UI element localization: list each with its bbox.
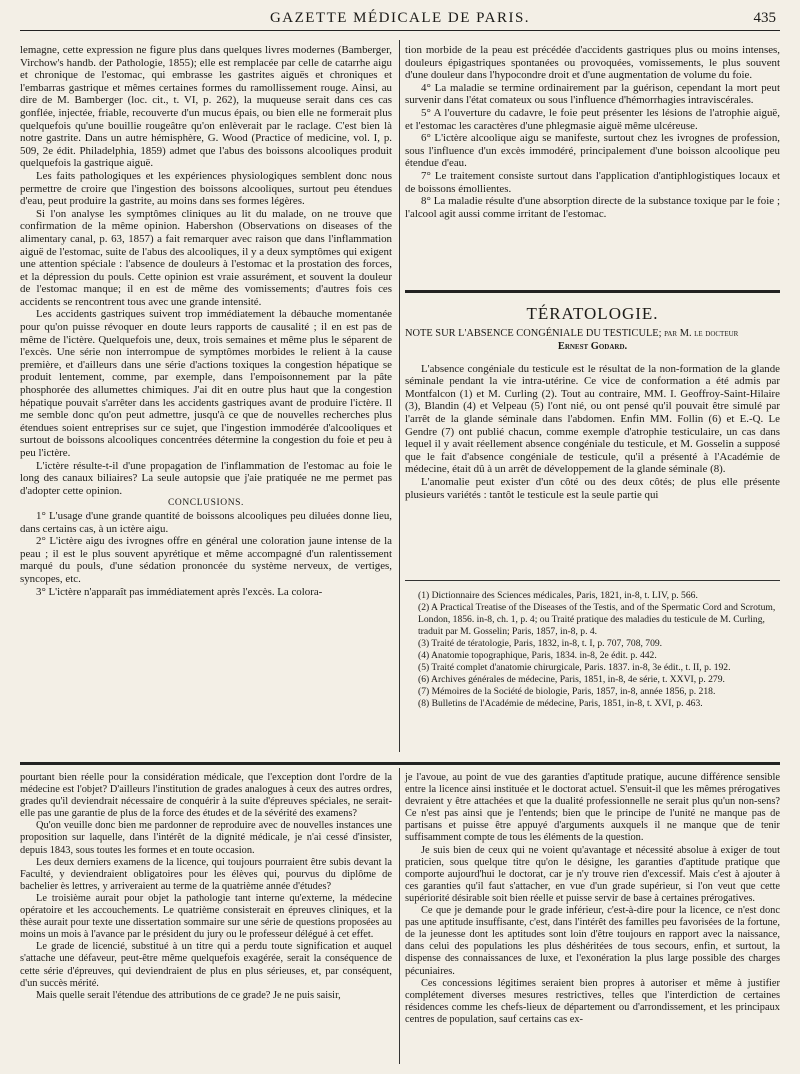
paragraph: Mais quelle serait l'étendue des attributions de ce grade? Je ne puis saisir, [36,989,341,1001]
conclusion-item: 5° A l'ouverture du cadavre, le foie peut présenter les lésions de l'atrophie aiguë, et l'estomac les caractères d'une phlegmasie aiguë même ulcéreuse. [405,106,780,132]
paragraph: Si l'on analyse les symptômes cliniques au lit du malade, on ne trouve que confirmation de la même opinion. Habershon (Observations on diseases of the alimentary canal, p. 63, 1857) a fait remarquer avec raison que dans l'inflammation aiguë de l'estomac, suite de l'abus des alcooliques, il y a deux symptômes qui exigent une attention spéciale : l'absence de douleurs à l'estomac et la prostation des forces, et la dépression du pouls. Cette opinion est vraie assurément, et souvent la douleur de l'estomac manque; il en est de même des vomissements; d'autres fois ces accidents se rencontrent tous avec une grande intensité. [20,207,392,308]
conclusion-item: 8° La maladie résulte d'une absorption directe de la substance toxique par le foie ; l'alcool agit aussi comme irritant de l'estomac. [405,195,780,220]
conclusion-item: 6° L'ictère alcoolique aigu se manifeste, surtout chez les ivrognes de profession, sous l'influence d'un excès immodéré, principalement d'une boisson alcoolique peu étendue d'eau. [405,132,780,170]
paragraph: L'absence congéniale du testicule est le résultat de la non-formation de la glande séminale pendant la vie intra-utérine. Ce vice de conformation a été admis par Montfalcon (1) et M. Curling (2). Tout au contraire, MM. I. Geoffroy-Saint-Hilaire (3), Blandin (4) et Velpeau (5) l'ont nié, ou ont pensé qu'il pouvait être simulé par l'arrêt de la glande séminale dans l'abdomen. Enfin MM. Follin (6) et E.-Q. Le Gendre (7) ont publié chacun, comme exemple d'atrophie testiculaire, un cas dans lequel il y avait réellement absence congéniale du testicule, et M. Gosselin a supposé que le fait d'absence congéniale de testicule, qu'il a présenté à l'Académie de médecine, était dû à un arrêt de développement de la glande séminale (8). [405,362,780,476]
footnote: (6) Archives générales de médecine, Paris, 1851, in-8, 4e série, t. XXVI, p. 279. [418,674,725,685]
page-header [20,6,780,31]
paragraph: pourtant bien réelle pour la considération médicale, que l'exception dont l'ordre de la médecine est l'objet? D'ailleurs l'institution de grades analogues à ceux des autres ordres, grades qu'il deviendrait nécessaire de conquérir à la suite d'épreuves spéciales, ne serait-elle pas une garantie de plus de la force des études et de la sévérité des examens? [20,772,392,820]
lower-left-column [20,772,392,1002]
paragraph: je l'avoue, au point de vue des garanties d'aptitude pratique, aucune différence sensible entre la licence ainsi instituée et le doctorat actuel. S'ensuit-il que les mêmes prérogatives devraient y être attachées et que la dualité professionnelle ne serait plus qu'un non-sens? Ce n'est pas ainsi que je l'entends; bien que le principe de l'unité ne manque pas de partisans et puisse être appuyé d'arguments auxquels il ne manque que de tenir suffisamment compte de tous les éléments de la question. [405,772,780,844]
paragraph: Ce que je demande pour le grade inférieur, c'est-à-dire pour la licence, ce n'est donc pas une aptitude insuffisante, c'est, dans l'intérêt des familles peu favorisées de la fortune, de la jeunesse dont les aptitudes sont loin d'être toujours en rapport avec la naissance, dans celui des populations les plus déshéritées de tous secours, enfin, et surtout, la dispense des connaissances de luxe, et l'exonération la plus large possible des charges pécuniaires. [405,905,780,977]
conclusion-item: 1° L'usage d'une grande quantité de boissons alcooliques peu diluées donne lieu, dans certains cas, à un ictère aigu. [20,509,392,535]
section-separator [405,290,780,293]
conclusion-item: 3° L'ictère n'apparaît pas immédiatement après l'excès. La colora- [36,585,323,598]
footnote: (7) Mémoires de la Société de biologie, Paris, 1857, in-8, année 1856, p. 218. [418,686,716,697]
page-separator [20,762,780,765]
paragraph: Les deux derniers examens de la licence, qui toujours pourraient être subis devant la Faculté, y deviendraient obligatoires pour les élèves qui, pourvus du diplôme de bachelier ès lettres, y arriveraient au terme de la quatrième année d'études? [20,856,392,892]
article-author: Ernest Godard. [557,340,628,352]
footnote: (3) Traité de tératologie, Paris, 1832, in-8, t. I, p. 707, 708, 709. [418,638,663,649]
conclusion-item: 7° Le traitement consiste surtout dans l'application d'antiphlogistiques locaux et de boissons émollientes. [405,169,780,195]
lower-right-column [405,772,780,1026]
article-title [405,327,780,353]
paragraph: lemagne, cette expression ne figure plus dans quelques livres modernes (Bamberger, Virchow's handb. der Pathologie, 1855); elle est remplacée par celle de catarrhe aigu et chronique de l'estomac, qui embrasse les gastrites aiguës et chroniques et l'embarras gastrique et mêmes certaines formes du ramollissement rouge. Ainsi, au dire de M. Bamberger (loc. cit., t. VI, p. 262), la muqueuse serait dans ces cas gonflée, injectée, friable, recouverte d'un mucus épais, ou bien elle ne formerait plus quelquefois qu'une bouillie rougeâtre qu'on enlèverait par le raclage. C'est bien là notre gastrite. Dans un autre hémisphère, G. Wood (Practice of medicine, vol. I, p. 509, 2e édit. Philadelphia, 1859) admet que l'abus des boissons alcooliques produit quelquefois la gastrique aiguë. [20,44,392,170]
paragraph: L'ictère résulte-t-il d'une propagation de l'inflammation de l'estomac au foie le long des canaux biliaires? La seule autopsie que j'aie pratiquée ne me permet pas d'adopter cette opinion. [20,459,392,497]
teratologie-section [405,298,780,501]
footnote: (4) Anatomie topographique, Paris, 1834. in-8, 2e édit. p. 442. [418,650,657,661]
paragraph: Le troisième aurait pour objet la pathologie tant interne qu'externe, la médecine opératoire et les accouchements. Le quatrième consisterait en épreuves cliniques, et la thèse aurait pour texte une dissertation sommaire sur une série de questions proposées au moins un mois à l'avance par le président du jury ou le professeur délégué à cet effet. [20,892,392,941]
paragraph: Les accidents gastriques suivent trop immédiatement la débauche momentanée pour qu'on puisse révoquer en doute leurs rapports de causalité ; il en est pas de même de l'ictère. Quelquefois une, deux, trois semaines et même plus le séparent de l'excès. Une série non interrompue de symptômes morbides le relient à la cause première, et d'ailleurs dans une série d'actions toxiques la congestion hépatique se produit lentement, comme, par exemple, dans l'empoisonnement par la pâte phosphorée des allumettes chimiques. J'ai dit en outre plus haut que la congestion hépatique pouvait s'arrêter dans les accidents gastriques avant de produire l'ictère. Il me semble donc qu'on peut admettre, jusqu'à ce que de nouvelles recherches plus étendues soient entreprises sur ce sujet, que l'ingestion immodérée d'alcooliques et surtout de boissons alcooliques concentrées détermine la congestion du foie et peu à peu l'ictère. [20,308,392,459]
column-divider [399,768,400,1064]
footnotes [418,590,778,710]
footnote: (8) Bulletins de l'Académie de médecine, Paris, 1851, in-8, t. XVI, p. 463. [418,698,703,709]
upper-right-column [405,44,780,220]
article-title-text: NOTE SUR L'ABSENCE CONGÉNIALE DU TESTICULE; par M. le docteur [405,327,739,339]
footnote: (2) A Practical Treatise of the Diseases of the Testis, and of the Spermatic Cord and Scrotum, London, 1856. in-8, ch. 1, p. 4; ou Traité pratique des maladies du testicule de M. Curling, traduit par M. Gosselin; Paris, 1857, in-8, p. 4. [418,602,776,637]
paragraph: Les faits pathologiques et les expériences physiologiques semblent donc nous permettre de croire que l'ingestion des boissons alcooliques, surtout peu étendues d'eau, peut produire la gastrite, au moins dans ses formes légères. [20,169,392,208]
column-divider [399,40,400,752]
footnote: (1) Dictionnaire des Sciences médicales, Paris, 1821, in-8, t. LIV, p. 566. [418,590,698,601]
paragraph: tion morbide de la peau est précédée d'accidents gastriques plus ou moins intenses, douleurs épigastriques spontanées ou provoquées, vomissements, le plus souvent d'une douleur dans l'hypocondre droit et d'une augmentation de volume du foie. [405,44,780,82]
journal-title: GAZETTE MÉDICALE DE PARIS. [269,10,531,26]
conclusions-heading: CONCLUSIONS. [167,498,245,509]
upper-left-column [20,44,392,598]
paragraph: Je suis bien de ceux qui ne voient qu'avantage et nécessité absolue à exiger de tout praticien, sous quelque titre qu'on le désigne, les garanties d'aptitude pratique que comporte aujourd'hui le doctorat, car je n'y trouve rien d'excessif. Mais c'est à ajouter à ces garanties qu'il faut s'attacher, en vue d'un grade supérieur, si l'on veut que cette supériorité désirable soit bien réelle et puisse servir de base à certaines prérogatives. [405,844,780,904]
footnote: (5) Traité complet d'anatomie chirurgicale, Paris. 1837. in-8, 3e édit., t. II, p. 192. [418,662,731,673]
conclusion-item: 4° La maladie se termine ordinairement par la guérison, cependant la mort peut survenir dans l'état comateux ou sous l'influence d'hémorrhagies intraviscérales. [405,81,780,107]
footnote-separator [405,580,780,581]
paragraph: L'anomalie peut exister d'un côté ou des deux côtés; de plus elle présente plusieurs variétés : tantôt le testicule est la seule partie qui [405,475,780,501]
conclusion-item: 2° L'ictère aigu des ivrognes offre en général une coloration jaune intense de la peau ; il est le plus souvent apyrétique et même accompagné d'un ralentissement marqué du pouls, d'une sédation prononcée du système nerveux, de vertiges, syncopes, etc. [20,535,392,585]
page-number: 435 [753,10,776,26]
paragraph: Ces concessions légitimes seraient bien propres à autoriser et même à justifier complétement diverses mesures restrictives, telles que l'interdiction de certaines résidences comme les chefs-lieux de département ou d'arrondissement, et les principaux centres de population, sauf certains cas ex- [405,977,780,1025]
paragraph: Qu'on veuille donc bien me pardonner de reproduire avec de nouvelles instances une proposition sur laquelle, dans l'intérêt de la dignité médicale, je n'ai cessé d'insister, depuis 1843, sous toutes les formes et en toute occasion. [20,820,392,856]
paragraph: Le grade de licencié, substitué à un titre qui a perdu toute signification et auquel s'attache une défaveur, peut-être même quelquefois exagérée, serait la conséquence de cette série d'épreuves, qui deviendraient de plus en plus sérieuses, et, par conséquent, d'un succès mérité. [20,941,392,989]
section-title: TÉRATOLOGIE. [526,304,659,323]
